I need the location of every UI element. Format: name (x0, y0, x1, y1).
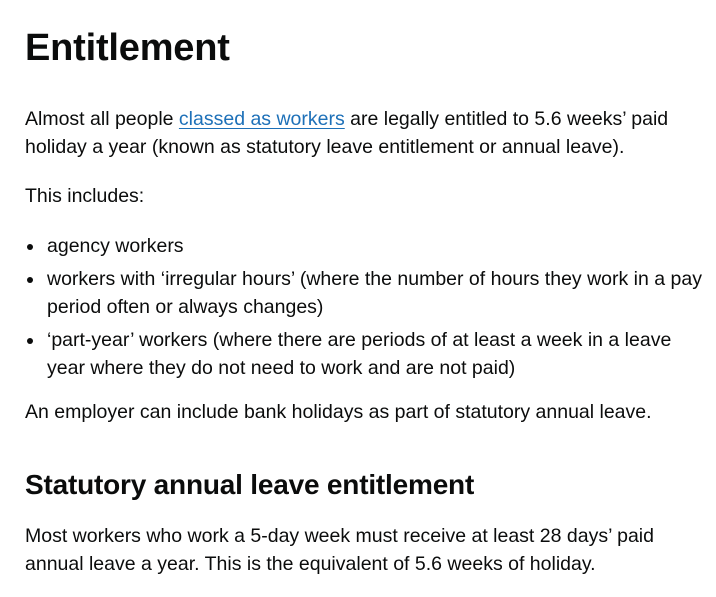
classed-as-workers-link[interactable]: classed as workers (178, 108, 345, 130)
intro-text-after-link: are legally entitled to 5.6 weeks’ paid holiday a year (known as statutory leave entitlement or annual leave). (25, 108, 669, 158)
worker-types-list (25, 232, 705, 382)
intro-text-before-link: Almost all people (25, 108, 179, 130)
bank-holidays-paragraph: An employer can include bank holidays as part of statutory annual leave. (25, 401, 652, 423)
intro-paragraph (25, 105, 705, 161)
list-item-text: ‘part-year’ workers (where there are periods of at least a week in a leave year where they do not need to work and are not paid) (47, 329, 672, 379)
bullet-icon (27, 338, 33, 344)
includes-paragraph: This includes: (25, 185, 145, 207)
section-heading: Statutory annual leave entitlement (25, 469, 475, 500)
bullet-icon (27, 244, 33, 250)
list-item (25, 232, 705, 260)
list-item (25, 265, 705, 321)
statutory-entitlement-paragraph: Most workers who work a 5-day week must receive at least 28 days’ paid annual leave a year. This is the equivalent of 5.6 weeks of holiday. (25, 525, 654, 575)
page-title: Entitlement (25, 27, 230, 69)
list-item (25, 326, 705, 382)
list-item-text: agency workers (47, 235, 184, 257)
bullet-icon (27, 277, 33, 283)
list-item-text: workers with ‘irregular hours’ (where the number of hours they work in a pay period often or always changes) (47, 268, 702, 318)
